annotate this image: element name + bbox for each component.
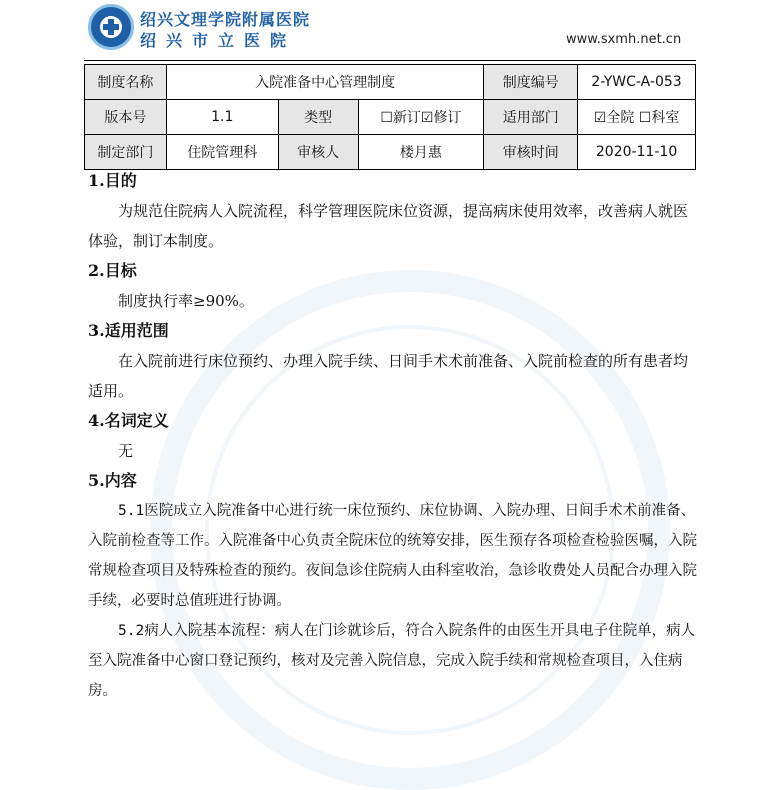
section-paragraph: 无 <box>118 442 134 460</box>
hospital-alt-name: 绍兴市立医院 <box>140 31 297 50</box>
info-label-cell: 审核时间 <box>484 135 578 170</box>
section-heading: 5.内容 <box>88 471 137 490</box>
section-heading: 3.适用范围 <box>88 321 169 340</box>
info-value-cell: 住院管理科 <box>166 135 278 170</box>
info-label-cell: 版本号 <box>85 100 167 135</box>
info-value-cell: 楼月惠 <box>358 135 484 170</box>
hospital-name: 绍兴文理学院附属医院 <box>140 10 311 29</box>
info-value-cell: 2-YWC-A-053 <box>578 65 696 100</box>
section-paragraph: 在入院前进行床位预约、办理入院手续、日间手术术前准备、入院前检查的所有患者均适用。 <box>88 352 689 400</box>
section-heading: 4.名词定义 <box>88 411 169 430</box>
info-label-cell: 制定部门 <box>85 135 167 170</box>
document-header <box>0 0 780 60</box>
website-url: www.sxmh.net.cn <box>566 32 682 47</box>
info-table <box>84 64 696 170</box>
info-value-cell: 2020-11-10 <box>578 135 696 170</box>
info-label-cell: 类型 <box>278 100 358 135</box>
info-row <box>85 135 696 170</box>
info-value-cell: ☑全院 ☐科室 <box>578 100 696 135</box>
section-heading: 2.目标 <box>88 261 137 280</box>
info-row <box>85 100 696 135</box>
section-paragraph: 为规范住院病人入院流程，科学管理医院床位资源，提高病床使用效率，改善病人就医体验，制订本制度。 <box>88 202 689 250</box>
hospital-logo-icon <box>88 4 134 50</box>
info-label-cell: 适用部门 <box>484 100 578 135</box>
header-divider <box>84 60 696 61</box>
info-value-cell: 1.1 <box>166 100 278 135</box>
section-paragraph: 5.2病人入院基本流程：病人在门诊就诊后，符合入院条件的由医生开具电子住院单，病人至入院准备中心窗口登记预约，核对及完善入院信息，完成入院手续和常规检查项目，入住病房。 <box>88 623 696 699</box>
info-label-cell: 制度编号 <box>484 65 578 100</box>
section-paragraph: 5.1医院成立入院准备中心进行统一床位预约、床位协调、入院办理、日间手术术前准备、入院前检查等工作。入院准备中心负责全院床位的统筹安排，医生预存各项检查检验医嘱，入院常规检查项目及特殊检查的预约。夜间急诊住院病人由科室收治，急诊收费处人员配合办理入院手续，必要时总值班进行协调。 <box>88 503 697 609</box>
info-label-cell: 制度名称 <box>85 65 167 100</box>
section-paragraph: 制度执行率≥90%。 <box>118 292 254 310</box>
info-row <box>85 65 696 100</box>
info-value-cell: ☐新订☑修订 <box>358 100 484 135</box>
info-label-cell: 审核人 <box>278 135 358 170</box>
info-value-cell: 入院准备中心管理制度 <box>166 65 483 100</box>
section-heading: 1.目的 <box>88 171 137 190</box>
document-body <box>88 166 698 706</box>
